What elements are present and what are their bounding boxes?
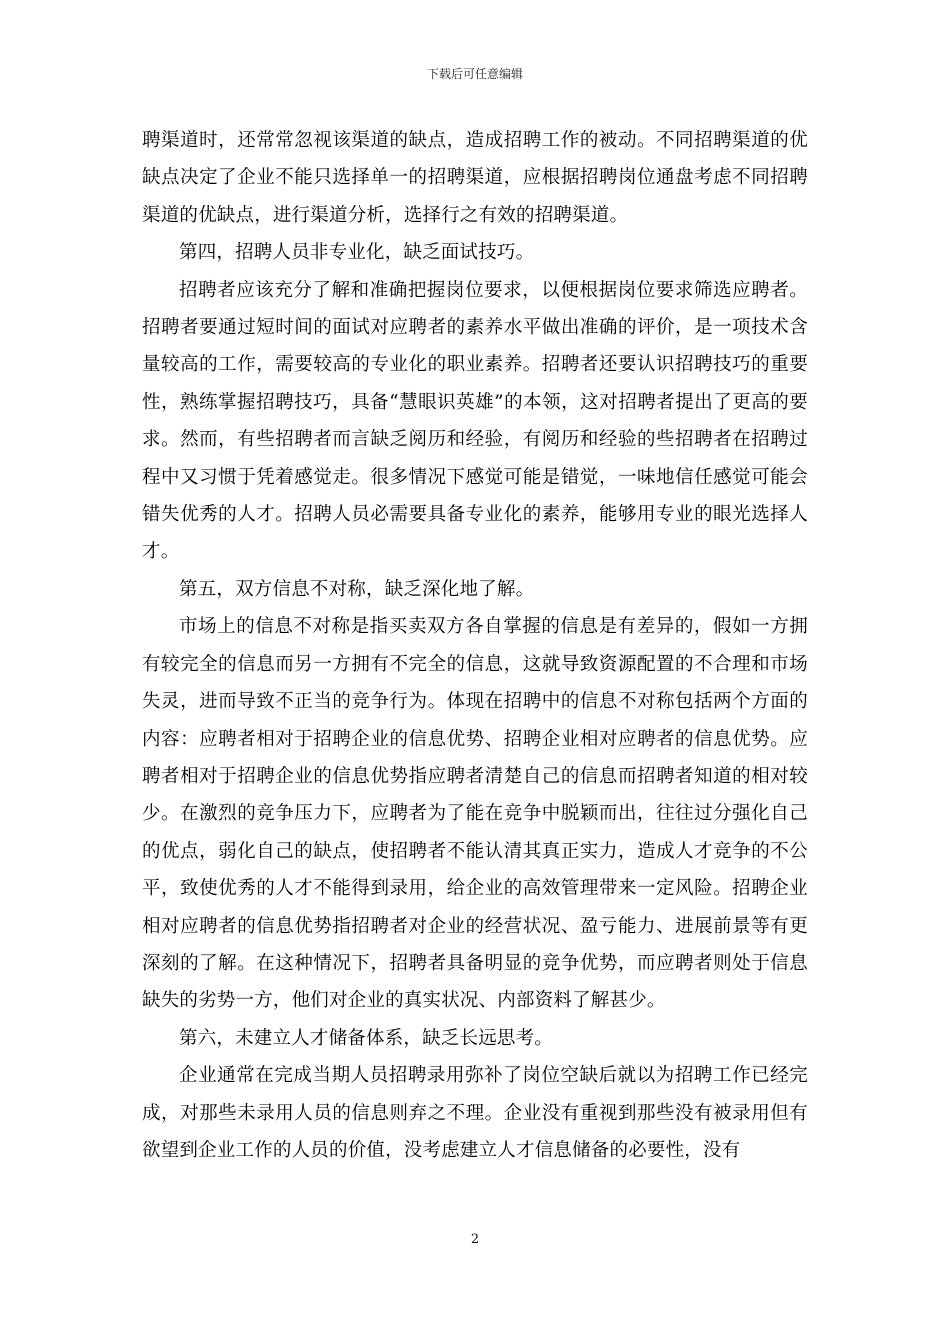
body-paragraph: 聘渠道时，还常常忽视该渠道的缺点，造成招聘工作的被动。不同招聘渠道的优缺点决定了企业不能只选择单一的招聘渠道，应根据招聘岗位通盘考虑不同招聘渠道的优缺点，进行渠道分析，选择行之有效的招聘渠道。: [142, 130, 808, 226]
page-number: 2: [470, 1232, 480, 1247]
body-paragraph: 招聘者应该充分了解和准确把握岗位要求，以便根据岗位要求筛选应聘者。招聘者要通过短时间的面试对应聘者的素养水平做出准确的评价，是一项技术含量较高的工作，需要较高的专业化的职业素养。招聘者还要认识招聘技巧的重要性，熟练掌握招聘技巧，具备“慧眼识英雄”的本领，这对招聘者提出了更高的要求。然而，有些招聘者而言缺乏阅历和经验，有阅历和经验的些招聘者在招聘过程中又习惯于凭着感觉走。很多情况下感觉可能是错觉，一味地信任感觉可能会错失优秀的人才。招聘人员必需要具备专业化的素养，能够用专业的眼光选择人才。: [142, 279, 808, 563]
section-heading-sixth: 第六，未建立人才储备体系，缺乏长远思考。: [179, 1027, 554, 1049]
section-heading-fourth: 第四，招聘人员非专业化，缺乏面试技巧。: [179, 242, 535, 264]
body-paragraph: 市场上的信息不对称是指买卖双方各自掌握的信息是有差异的，假如一方拥有较完全的信息而另一方拥有不完全的信息，这就导致资源配置的不合理和市场失灵，进而导致不正当的竞争行为。体现在招聘中的信息不对称包括两个方面的内容：应聘者相对于招聘企业的信息优势、招聘企业相对应聘者的信息优势。应聘者相对于招聘企业的信息优势指应聘者清楚自己的信息而招聘者知道的相对较少。在激烈的竞争压力下，应聘者为了能在竞争中脱颖而出，往往过分强化自己的优点，弱化自己的缺点，使招聘者不能认清其真正实力，造成人才竞争的不公平，致使优秀的人才不能得到录用，给企业的高效管理带来一定风险。招聘企业相对应聘者的信息优势指招聘者对企业的经营状况、盈亏能力、进展前景等有更深刻的了解。在这种情况下，招聘者具备明显的竞争优势，而应聘者则处于信息缺失的劣势一方，他们对企业的真实状况、内部资料了解甚少。: [142, 616, 808, 1012]
body-paragraph: 企业通常在完成当期人员招聘录用弥补了岗位空缺后就以为招聘工作已经完成，对那些未录用人员的信息则弃之不理。企业没有重视到那些没有被录用但有欲望到企业工作的人员的价值，没考虑建立人才信息储备的必要性，没有: [142, 1065, 808, 1161]
page-header: 下载后可任意编辑: [426, 67, 523, 81]
document-body: [142, 122, 808, 1169]
section-heading-fifth: 第五，双方信息不对称，缺乏深化地了解。: [179, 578, 535, 600]
